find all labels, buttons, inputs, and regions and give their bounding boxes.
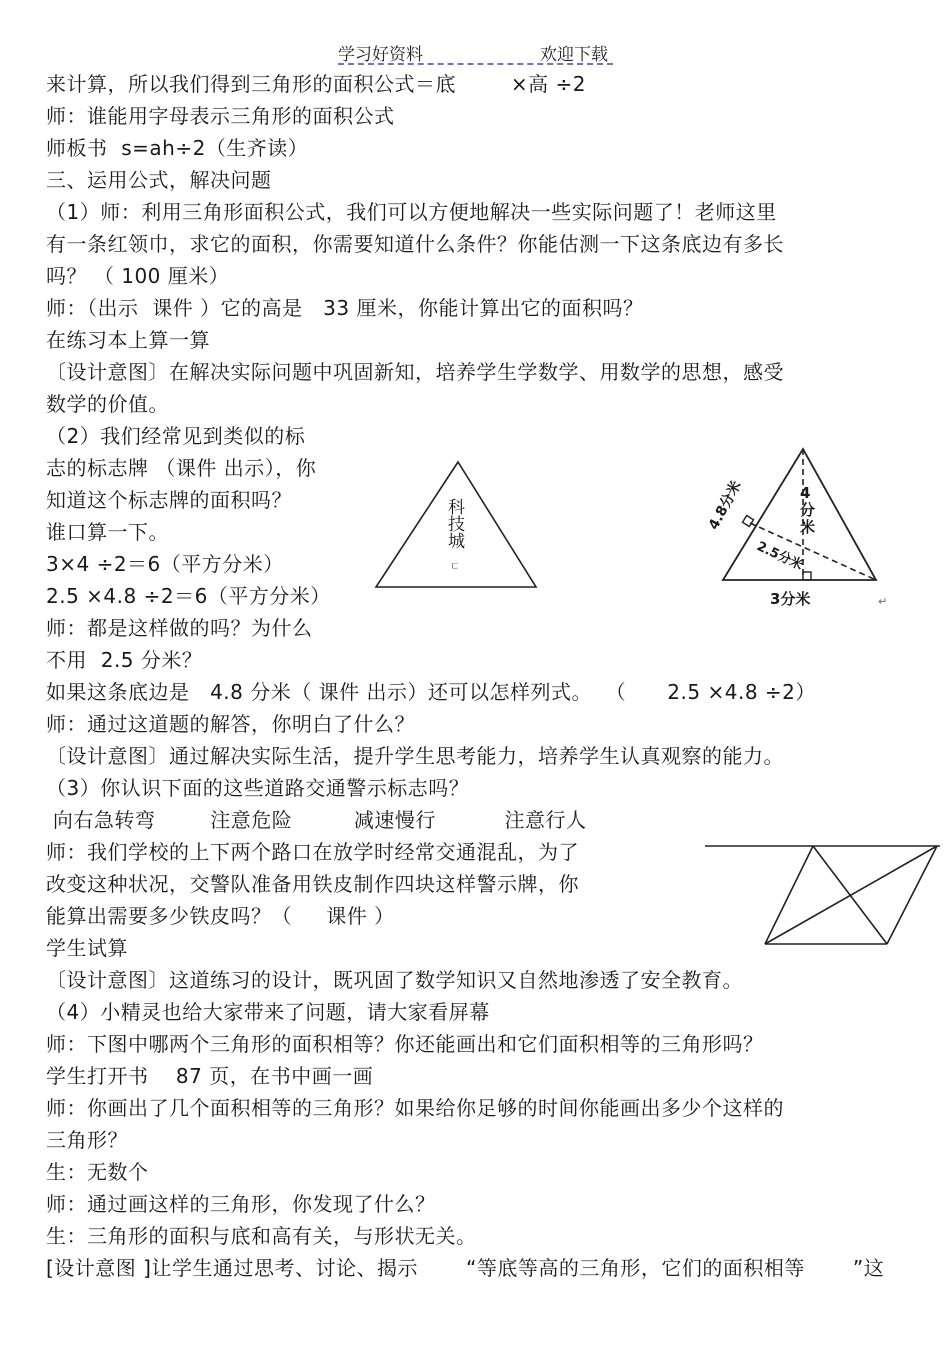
text-line-content: 谁口算一下。 <box>46 520 169 544</box>
text-line <box>46 72 586 96</box>
label-side: 4.8分米 <box>705 478 745 533</box>
text-line-content: 志的标志牌 （课件 出示），你 <box>46 456 317 480</box>
text-line-content: 师：通过画这样的三角形，你发现了什么？ <box>46 1192 436 1216</box>
text-line <box>46 872 579 896</box>
text-line-content: 来计算，所以我们得到三角形的面积公式＝底 ×高 ÷2 <box>46 72 586 96</box>
text-line-content: 师：你画出了几个面积相等的三角形？如果给你足够的时间你能画出多少个这样的 <box>46 1096 784 1120</box>
text-line <box>46 1128 128 1152</box>
text-line-content: 三、运用公式，解决问题 <box>46 168 272 192</box>
text-line <box>46 904 395 928</box>
text-line-content: （4）小精灵也给大家带来了问题，请大家看屏幕 <box>46 1000 490 1024</box>
text-line <box>46 392 169 416</box>
text-line <box>46 424 305 448</box>
text-line-content: 师：我们学校的上下两个路口在放学时经常交通混乱，为了 <box>46 840 579 864</box>
text-line-content: 师：通过这道题的解答，你明白了什么？ <box>46 712 415 736</box>
text-line <box>46 776 469 800</box>
right-angle-mark-base <box>803 572 811 580</box>
dimension-triangle-figure <box>700 445 900 615</box>
text-line <box>46 168 272 192</box>
text-line-content: 不用 2.5 分米？ <box>46 648 203 672</box>
text-line-content: 有一条红领巾，求它的面积，你需要知道什么条件？你能估测一下这条底边有多长 <box>46 232 784 256</box>
text-line <box>46 712 415 736</box>
text-line <box>46 584 331 608</box>
text-line <box>46 648 202 672</box>
text-line-content: 三角形？ <box>46 1128 128 1152</box>
text-line-content: 能算出需要多少铁皮吗？（ 课件 ） <box>46 904 395 928</box>
text-line <box>46 616 313 640</box>
text-line <box>46 808 587 832</box>
sign-text: 科技城 <box>444 498 464 549</box>
text-line <box>46 360 784 384</box>
label-height: 4分米 <box>800 484 816 536</box>
text-line-content: 如果这条底边是 4.8 分米（ 课件 出示）还可以怎样列式。 （ 2.5 ×4.8 ÷2） <box>46 680 816 704</box>
text-line-content: 吗？ （ 100 厘米） <box>46 264 230 288</box>
header-right: 欢迎下载 <box>540 45 608 65</box>
header-left: 学习好资料 <box>338 45 423 65</box>
text-line-content: （3）你认识下面的这些道路交通警示标志吗？ <box>46 776 470 800</box>
text-line <box>46 264 229 288</box>
text-line-content: 〔设计意图〕这道练习的设计，既巩固了数学知识又自然地渗透了安全教育。 <box>46 968 743 992</box>
text-line <box>46 680 816 704</box>
text-line-content: 在练习本上算一算 <box>46 328 210 352</box>
label-inner: 2.5分米 <box>754 539 806 574</box>
text-line-content: 3×4 ÷2＝6（平方分米） <box>46 552 284 576</box>
text-line <box>46 1064 373 1088</box>
text-line <box>46 1224 477 1248</box>
text-line <box>46 328 210 352</box>
text-line <box>46 200 777 224</box>
text-line-content: 生：三角形的面积与底和高有关，与形状无关。 <box>46 1224 477 1248</box>
text-line <box>46 936 128 960</box>
text-line <box>46 104 395 128</box>
text-line <box>46 488 292 512</box>
text-line <box>46 552 284 576</box>
text-line-content: （1）师：利用三角形面积公式，我们可以方便地解决一些实际问题了！老师这里 <box>46 200 777 224</box>
text-line <box>46 136 308 160</box>
text-line <box>46 520 169 544</box>
text-line <box>46 1192 436 1216</box>
text-line-content: 师板书 s=ah÷2（生齐读） <box>46 136 309 160</box>
text-line-content: 知道这个标志牌的面积吗？ <box>46 488 292 512</box>
parallelogram-figure <box>705 840 945 950</box>
text-line-content: 师：谁能用字母表示三角形的面积公式 <box>46 104 395 128</box>
text-line-content: 师：下图中哪两个三角形的面积相等？你还能画出和它们面积相等的三角形吗？ <box>46 1032 764 1056</box>
text-line <box>46 744 784 768</box>
text-line-content: （2）我们经常见到类似的标 <box>46 424 306 448</box>
text-line-content: 〔设计意图〕在解决实际问题中巩固新知，培养学生学数学、用数学的思想，感受 <box>46 360 784 384</box>
text-line-content: 师：都是这样做的吗？为什么 <box>46 616 313 640</box>
text-line <box>46 1096 784 1120</box>
text-line <box>46 296 643 320</box>
text-line-content: 向右急转弯 注意危险 减速慢行 注意行人 <box>46 808 587 832</box>
sign-triangle-figure <box>372 458 572 593</box>
text-line-content: 改变这种状况，交警队准备用铁皮制作四块这样警示牌，你 <box>46 872 579 896</box>
label-base: 3分米 <box>770 590 811 608</box>
text-line <box>46 1160 149 1184</box>
sign-small-mark: ㄷ <box>450 562 460 573</box>
text-line <box>46 968 743 992</box>
text-line-content: 数学的价值。 <box>46 392 169 416</box>
text-line-content: 学生打开书 87 页，在书中画一画 <box>46 1064 374 1088</box>
text-line-content: [设计意图 ]让学生通过思考、讨论、揭示 “等底等高的三角形，它们的面积相等 ”这 <box>46 1256 885 1280</box>
text-line <box>46 1032 764 1056</box>
text-line-content: 生：无数个 <box>46 1160 149 1184</box>
text-line-content: 2.5 ×4.8 ÷2＝6（平方分米） <box>46 584 331 608</box>
text-line <box>46 840 579 864</box>
header-divider <box>338 63 613 65</box>
text-line-content: 〔设计意图〕通过解决实际生活，提升学生思考能力，培养学生认真观察的能力。 <box>46 744 784 768</box>
text-line <box>46 1000 490 1024</box>
return-mark: ↵ <box>878 595 888 608</box>
text-line <box>46 1256 884 1280</box>
text-line-content: 师：（出示 课件 ）它的高是 33 厘米，你能计算出它的面积吗？ <box>46 296 644 320</box>
text-line <box>46 232 784 256</box>
text-line-content: 学生试算 <box>46 936 128 960</box>
text-line <box>46 456 316 480</box>
right-angle-mark-side <box>742 515 753 526</box>
